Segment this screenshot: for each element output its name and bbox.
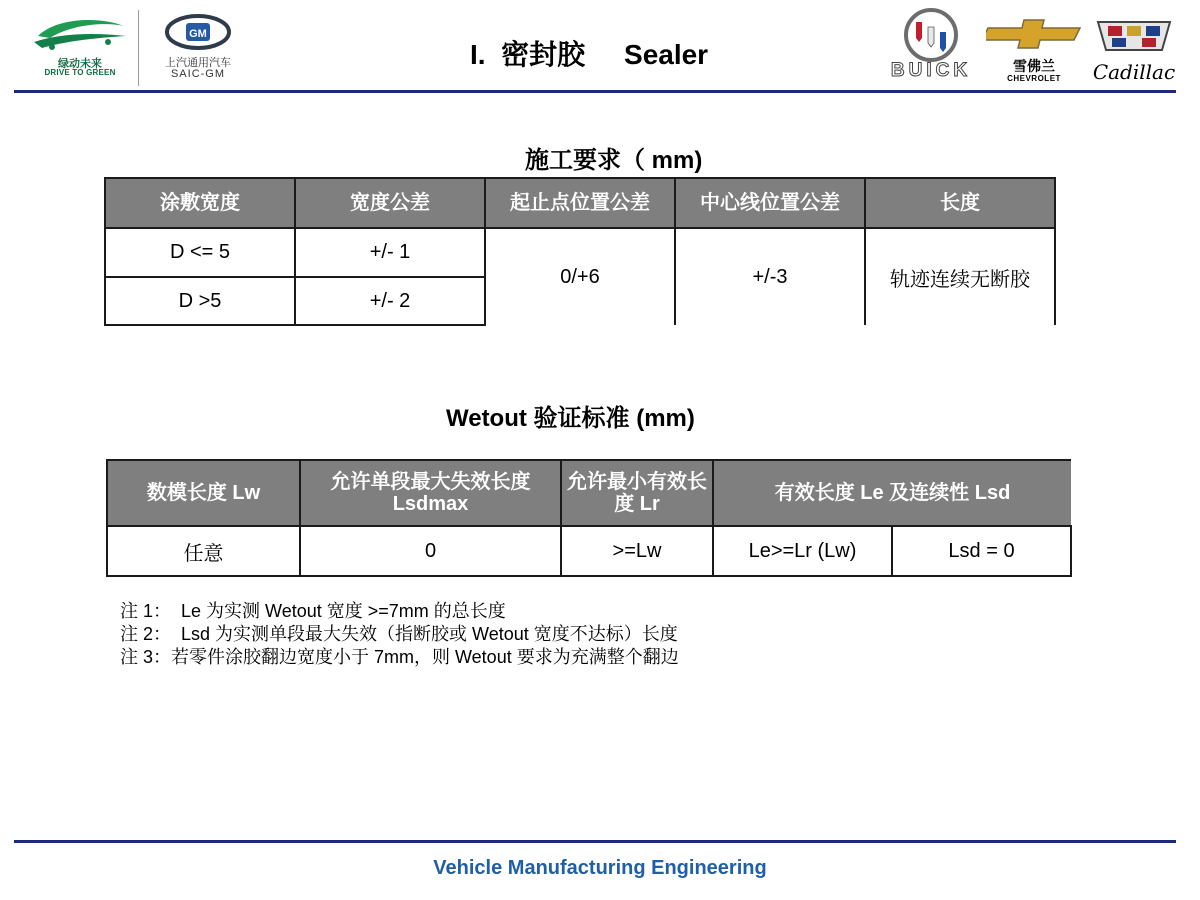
logo-divider	[138, 10, 139, 86]
cell-effective-length: Le>=Lr (Lw)	[713, 526, 892, 576]
table-row	[105, 228, 1055, 277]
note-3: 注 3：若零件涂胶翻边宽度小于 7mm，则 Wetout 要求为充满整个翻边	[120, 647, 679, 667]
page-title: I. 密封胶 Sealer	[470, 39, 709, 70]
chevrolet-en: CHEVROLET	[1007, 74, 1061, 83]
note-1: 注 1： Le 为实测 Wetout 宽度 >=7mm 的总长度	[120, 601, 506, 621]
cell-tolerance: +/- 2	[295, 277, 485, 325]
footer-rule	[14, 840, 1176, 843]
cadillac-wordmark: Cadillac	[1092, 60, 1176, 84]
header-effective-length-continuity: 有效长度 Le 及连续性 Lsd	[713, 460, 1071, 526]
table-row	[107, 526, 1071, 576]
cell-max-failure-length: 0	[300, 526, 561, 576]
cadillac-logo	[1088, 16, 1180, 84]
chevrolet-cn: 雪佛兰	[1013, 58, 1055, 74]
header-coating-width: 涂敷宽度	[105, 178, 295, 228]
cell-width: D <= 5	[105, 228, 295, 277]
footer-text: Vehicle Manufacturing Engineering	[433, 857, 767, 879]
header-rule	[14, 90, 1176, 93]
green-car-icon	[28, 12, 132, 56]
buick-logo	[876, 8, 986, 84]
header-max-failure-length: 允许单段最大失效长度 Lsdmax	[300, 460, 561, 526]
cell-width: D >5	[105, 277, 295, 325]
cell-continuity: Lsd = 0	[892, 526, 1071, 576]
cell-length: 轨迹连续无断胶	[865, 228, 1055, 325]
cell-model-length: 任意	[107, 526, 300, 576]
notes	[120, 600, 679, 669]
buick-shield-icon	[876, 8, 986, 62]
cadillac-crest-icon	[1088, 16, 1180, 56]
header-start-end-tolerance: 起止点位置公差	[485, 178, 675, 228]
chevrolet-logo	[986, 14, 1086, 84]
cell-tolerance: +/- 1	[295, 228, 485, 277]
header-width-tolerance: 宽度公差	[295, 178, 485, 228]
gm-emblem-icon	[148, 14, 248, 54]
cell-start-end-tolerance: 0/+6	[485, 228, 675, 325]
table-header-row	[107, 460, 1071, 526]
drive-to-green-cn: 绿动未来	[58, 58, 102, 70]
saic-gm-logo	[148, 14, 248, 82]
table-header-row	[105, 178, 1055, 228]
drive-to-green-logo	[28, 12, 132, 80]
construction-requirements-title: 施工要求（ mm)	[525, 147, 703, 174]
header-min-effective-length: 允许最小有效长度 Lr	[561, 460, 713, 526]
chevrolet-bowtie-icon	[986, 14, 1082, 52]
cell-centerline-tolerance: +/-3	[675, 228, 865, 325]
saic-gm-cn: 上汽通用汽车	[165, 57, 231, 69]
drive-to-green-en: DRIVE TO GREEN	[44, 68, 116, 77]
note-2: 注 2： Lsd 为实测单段最大失效（指断胶或 Wetout 宽度不达标）长度	[120, 624, 678, 644]
buick-wordmark: BUICK	[890, 60, 972, 81]
header-model-length: 数模长度 Lw	[107, 460, 300, 526]
construction-requirements-table	[104, 177, 1056, 326]
wetout-standard-title: Wetout 验证标准 (mm)	[446, 405, 695, 432]
wetout-standard-table	[106, 459, 1072, 577]
cell-min-effective-length: >=Lw	[561, 526, 713, 576]
header-length: 长度	[865, 178, 1055, 228]
svg-text:GM: GM	[189, 28, 207, 40]
saic-gm-en: SAIC-GM	[170, 68, 226, 80]
header-centerline-tolerance: 中心线位置公差	[675, 178, 865, 228]
